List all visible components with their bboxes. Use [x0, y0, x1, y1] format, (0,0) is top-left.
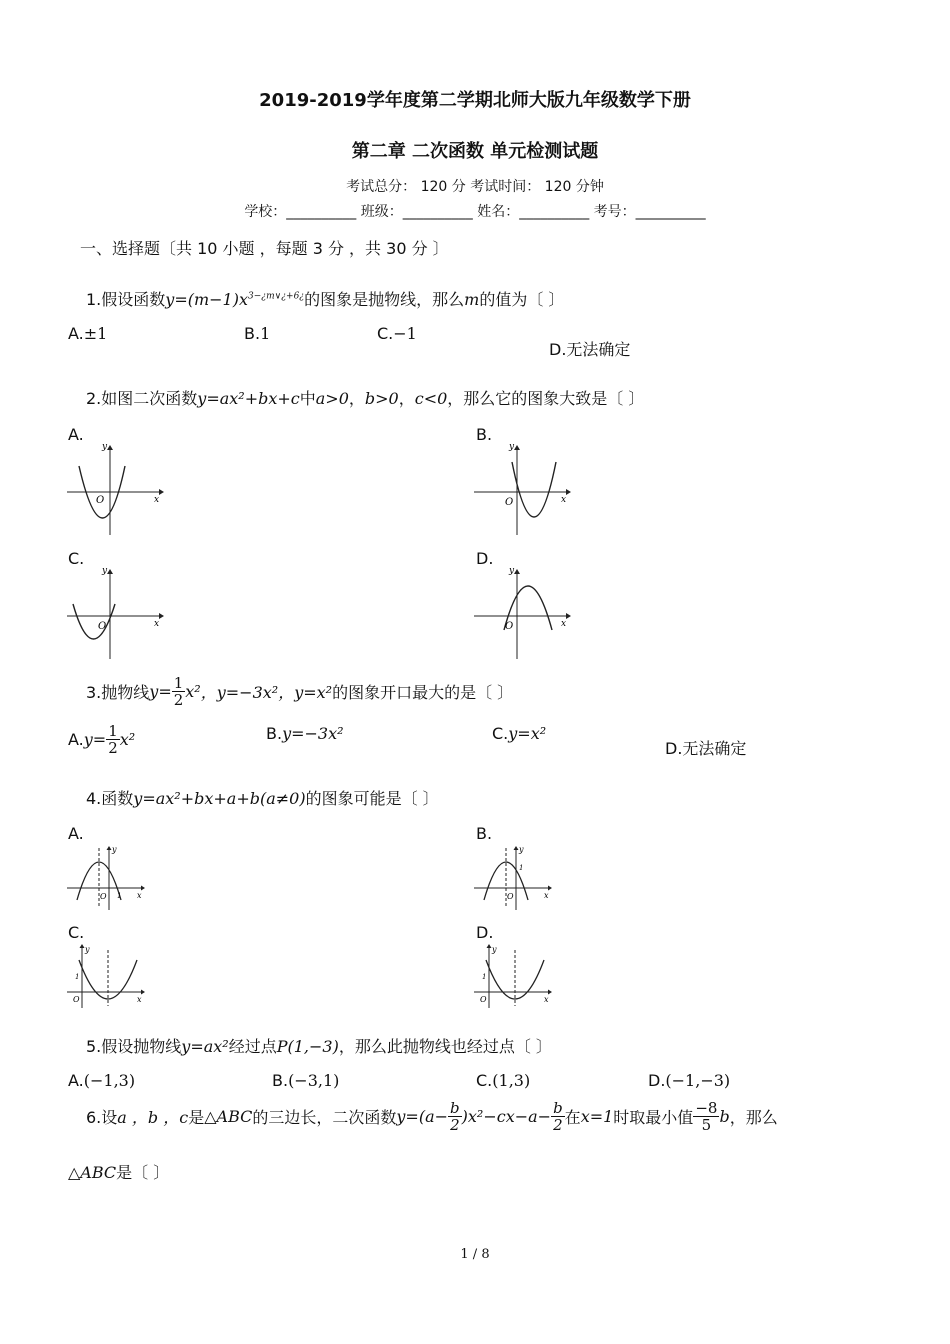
page-number: 1 / 8 — [460, 1247, 490, 1262]
question-1: 1.假设函数$y=(m-1)x^{3-¿m\vee¿+6¿}$的图象是抛物线，那么m的值为〔 〕 — [86, 290, 565, 309]
q1-option-d[interactable]: D.无法确定 — [549, 340, 631, 359]
q5-option-c[interactable]: C.(1,3) — [476, 1071, 531, 1090]
axis-x-label: x — [154, 495, 160, 505]
q5-option-a[interactable]: A.(−1,3) — [68, 1071, 136, 1090]
q2-graph-b[interactable] — [472, 440, 572, 538]
question-3: 3.抛物线y= $\frac{1}{2}$ x²，y=−3x²，y=x²的图象开口最大的是〔 〕 — [86, 674, 514, 709]
q1-option-a[interactable]: A.±1 — [68, 324, 108, 343]
q2-label-d: D. — [476, 549, 494, 568]
q2-graph-d[interactable] — [472, 564, 572, 662]
axis-x-label: x — [154, 619, 160, 629]
axis-y-label: y — [509, 566, 515, 576]
question-5: 5.假设抛物线y=ax²经过点P(1,−3)，那么此抛物线也经过点〔 〕 — [86, 1037, 552, 1056]
axis-y-label: y — [519, 845, 524, 854]
axis-y-label: y — [509, 442, 515, 452]
question-4: 4.函数y=ax²+bx+a+b(a≠0)的图象可能是〔 〕 — [86, 789, 439, 808]
q4-graph-b[interactable] — [472, 842, 557, 912]
q2-label-c: C. — [68, 549, 85, 568]
q4-label-b: B. — [476, 824, 493, 843]
axis-origin-label: O — [73, 995, 80, 1004]
q2-label-a: A. — [68, 425, 84, 444]
q4-graph-a[interactable] — [65, 842, 150, 912]
q5-option-d[interactable]: D.(−1,−3) — [648, 1071, 731, 1090]
q2-graph-a[interactable] — [65, 440, 165, 538]
question-6: 6.设a ，b ，c是△ABC的三边长，二次函数y=(a− $\frac{b}{2}$ )x²−cx−a− $\frac{b}{2}$ 在x=1时取最小值 $\frac{-8}{5}$ b，那么 — [86, 1099, 778, 1134]
axis-y-label: y — [102, 442, 108, 452]
q4-label-a: A. — [68, 824, 84, 843]
q4-graph-d[interactable] — [472, 940, 557, 1010]
axis-y-label: y — [492, 945, 497, 954]
axis-x-label: x — [544, 995, 549, 1004]
q4-graph-c[interactable] — [65, 940, 150, 1010]
fraction-b-over-2: $\frac{b}{2}$ — [450, 1099, 460, 1134]
axis-origin-label: O — [507, 892, 514, 901]
q2-graph-c[interactable] — [65, 564, 165, 662]
q3-option-c[interactable]: C.y=x² — [492, 724, 547, 743]
axis-x-label: x — [561, 495, 567, 505]
axis-origin-label: O — [480, 995, 487, 1004]
axis-origin-label: O — [98, 621, 107, 632]
q5-option-b[interactable]: B.(−3,1) — [272, 1071, 340, 1090]
axis-origin-label: O — [96, 495, 105, 506]
exam-info: 考试总分： 120 分 考试时间： 120 分钟 — [346, 179, 604, 195]
fraction-one-half: $\frac{1}{2}$ — [173, 674, 184, 709]
q4-label-c: C. — [68, 923, 85, 942]
fraction-minus-8-over-5: $\frac{-8}{5}$ — [695, 1099, 718, 1134]
axis-origin-label: O — [100, 892, 107, 901]
q3-option-a[interactable]: A.y= $\frac{1}{2}$ x² — [68, 722, 136, 757]
axis-origin-label: O — [505, 497, 514, 508]
student-fields: 学校：__________ 班级：__________ 姓名：__________ 考号：__________ — [244, 204, 706, 220]
axis-x-label: x — [137, 995, 142, 1004]
title-line-1: 2019-2019学年度第二学期北师大版九年级数学下册 — [259, 90, 691, 111]
q2-label-b: B. — [476, 425, 493, 444]
axis-y-label: y — [112, 845, 117, 854]
axis-y-label: y — [85, 945, 90, 954]
axis-origin-label: O — [505, 621, 514, 632]
question-6-line-2: △ABC是〔 〕 — [68, 1163, 170, 1182]
title-line-2: 第二章 二次函数 单元检测试题 — [351, 141, 599, 162]
axis-x-label: x — [561, 619, 567, 629]
axis-y-label: y — [102, 566, 108, 576]
q1-option-b[interactable]: B.1 — [244, 324, 271, 343]
tick-one-label: 1 — [117, 892, 122, 900]
tick-one-label: 1 — [482, 973, 487, 981]
fraction-b-over-2: $\frac{b}{2}$ — [553, 1099, 563, 1134]
tick-one-label: 1 — [75, 973, 80, 981]
question-2: 2.如图二次函数y=ax²+bx+c中a>0，b>0，c<0，那么它的图象大致是〔 〕 — [86, 389, 645, 408]
tick-one-label: 1 — [519, 864, 524, 872]
q3-option-d[interactable]: D.无法确定 — [665, 739, 747, 758]
q4-label-d: D. — [476, 923, 494, 942]
section-heading: 一、选择题〔共 10 小题 ，每题 3 分 ，共 30 分 〕 — [80, 239, 449, 258]
q3-option-b[interactable]: B.y=−3x² — [266, 724, 344, 743]
q1-option-c[interactable]: C.−1 — [377, 324, 417, 343]
axis-x-label: x — [544, 891, 549, 900]
fraction-one-half: $\frac{1}{2}$ — [108, 722, 118, 757]
axis-x-label: x — [137, 891, 142, 900]
